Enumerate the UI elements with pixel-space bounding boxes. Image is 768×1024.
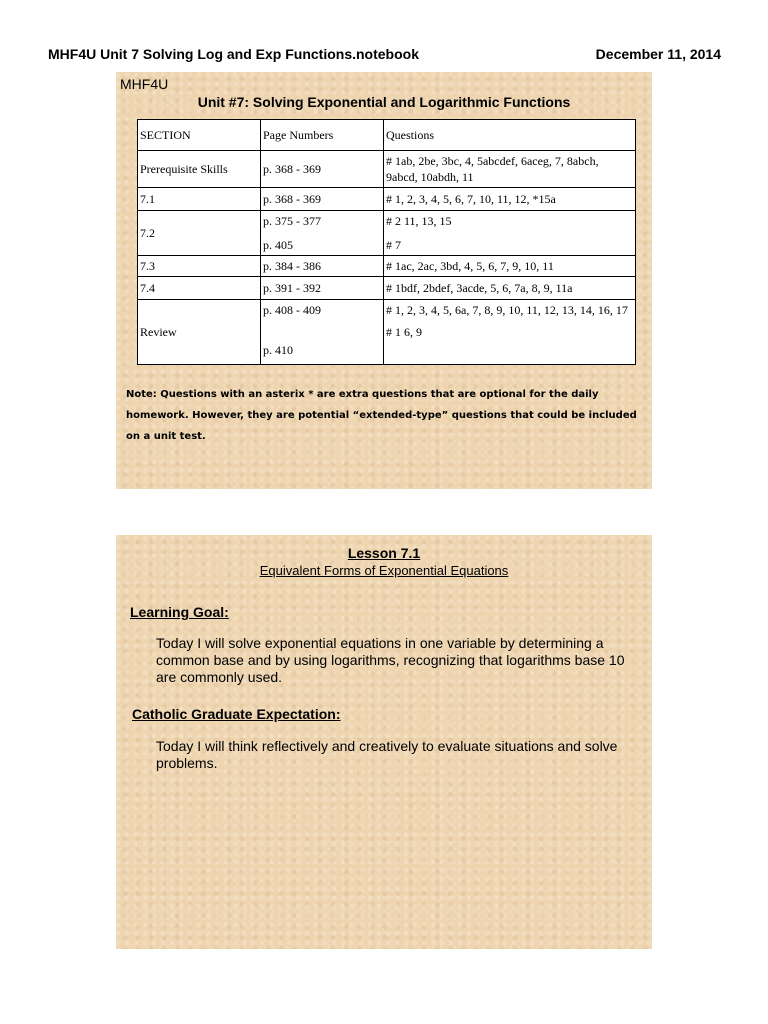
- section-cell: Review: [138, 300, 261, 365]
- header-section: SECTION: [138, 120, 261, 151]
- pages-cell: p. 368 - 369: [261, 188, 384, 211]
- pages-cell: p. 384 - 386: [261, 256, 384, 277]
- questions-cell: # 1ac, 2ac, 3bd, 4, 5, 6, 7, 9, 10, 11: [384, 256, 636, 277]
- learning-goal-heading: Learning Goal:: [130, 604, 229, 620]
- expectation-text: Today I will think reflectively and creatively to evaluate situations and solve problems.: [156, 738, 618, 771]
- questions-line: # 1, 2, 3, 4, 5, 6a, 7, 8, 9, 10, 11, 12, 13, 14, 16, 17: [386, 303, 628, 317]
- unit-title: Unit #7: Solving Exponential and Logarithmic Functions: [197, 94, 571, 110]
- course-code: MHF4U: [120, 76, 169, 92]
- expectation-heading: Catholic Graduate Expectation:: [132, 706, 341, 722]
- questions-cell: # 1ab, 2be, 3bc, 4, 5abcdef, 6aceg, 7, 8abch, 9abcd, 10abdh, 11: [384, 151, 636, 188]
- page-lesson: [116, 535, 652, 949]
- pages-cell: [261, 300, 384, 365]
- pages-cell: p. 368 - 369: [261, 151, 384, 188]
- learning-goal-text: Today I will solve exponential equations in one variable by determining a common base and by using logarithms, recognizing that logarithms base 10 are commonly used.: [156, 635, 625, 685]
- table-row: [138, 277, 636, 300]
- lesson-subtitle: Equivalent Forms of Exponential Equations: [259, 563, 509, 578]
- pages-line: p. 408 - 409: [263, 303, 321, 317]
- pages-line: p. 375 - 377: [263, 214, 321, 228]
- pages-cell: [261, 211, 384, 256]
- questions-cell: # 1bdf, 2bdef, 3acde, 5, 6, 7a, 8, 9, 11a: [384, 277, 636, 300]
- section-cell: 7.1: [138, 188, 261, 211]
- table-row: [138, 211, 636, 256]
- table-header-row: [138, 120, 636, 151]
- questions-line: # 1 6, 9: [386, 325, 422, 339]
- lesson-title: Lesson 7.1: [347, 545, 421, 561]
- section-cell: Prerequisite Skills: [138, 151, 261, 188]
- table-row: [138, 188, 636, 211]
- pages-line: p. 405: [263, 238, 293, 252]
- table-row: [138, 300, 636, 365]
- header-pages: Page Numbers: [261, 120, 384, 151]
- notebook-date: December 11, 2014: [595, 46, 721, 62]
- asterisk-note: Note: Questions with an asterix * are extra questions that are optional for the daily homework. However, they are potential “extended-type” questions that could be included on a unit test.: [126, 389, 637, 442]
- section-cell: 7.4: [138, 277, 261, 300]
- questions-line: # 2 11, 13, 15: [386, 214, 452, 228]
- homework-table: [137, 119, 636, 365]
- pages-cell: p. 391 - 392: [261, 277, 384, 300]
- table-row: [138, 151, 636, 188]
- header-questions: Questions: [384, 120, 636, 151]
- section-cell: 7.3: [138, 256, 261, 277]
- pages-line: p. 410: [263, 343, 293, 357]
- questions-cell: [384, 300, 636, 365]
- page-unit-overview: [116, 72, 652, 489]
- questions-cell: [384, 211, 636, 256]
- table-row: [138, 256, 636, 277]
- notebook-title: MHF4U Unit 7 Solving Log and Exp Functions.notebook: [48, 46, 419, 62]
- questions-cell: # 1, 2, 3, 4, 5, 6, 7, 10, 11, 12, *15a: [384, 188, 636, 211]
- questions-line: # 7: [386, 238, 401, 252]
- section-cell: 7.2: [138, 211, 261, 256]
